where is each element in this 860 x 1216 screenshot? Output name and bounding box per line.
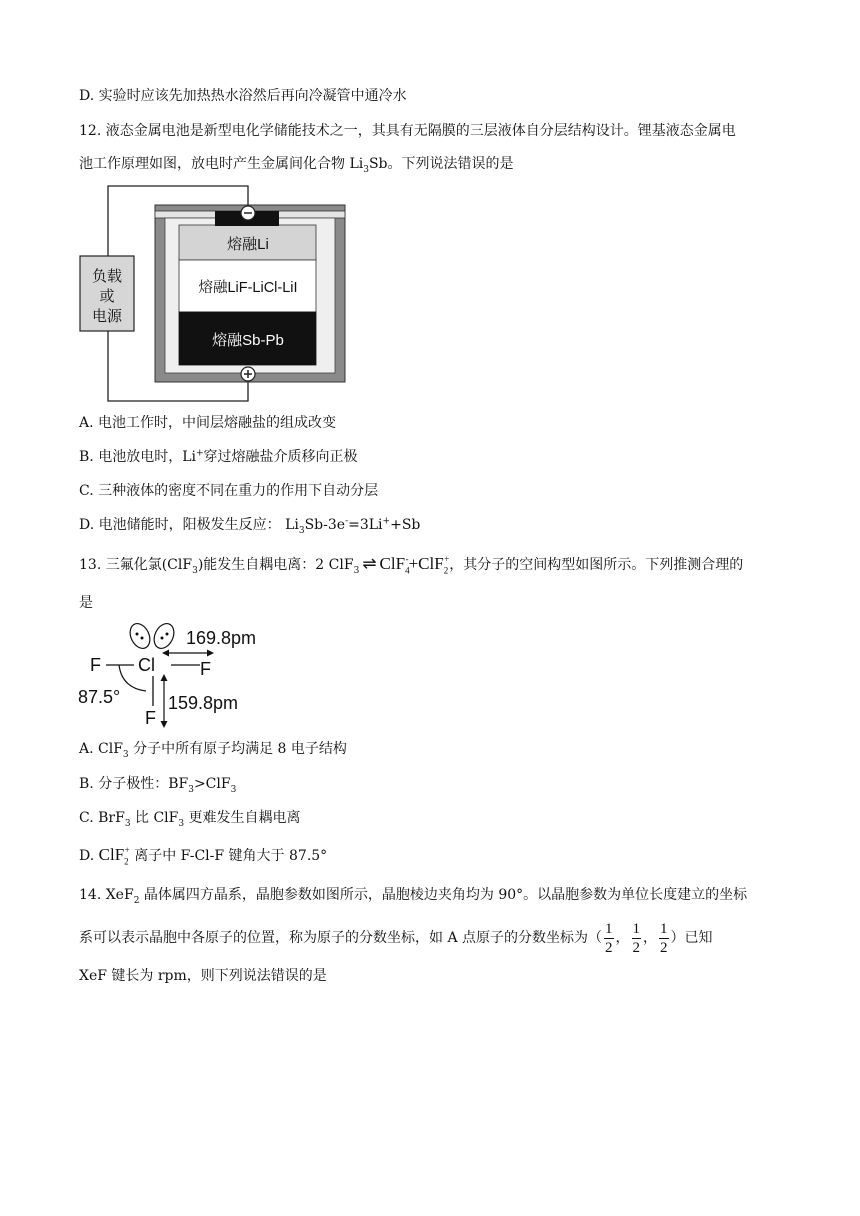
q13-stem-line2: 是 xyxy=(79,595,93,611)
lone-pair-dot xyxy=(161,637,164,640)
q13-optb-a: B. 分子极性：BF xyxy=(79,776,189,792)
q13-product-2 xyxy=(418,554,450,576)
q13-optd-a: D. xyxy=(79,848,95,864)
q14-stem-line2 xyxy=(79,918,713,958)
q13-option-d xyxy=(79,845,327,866)
q13-option-c xyxy=(79,808,301,828)
q13-option-b xyxy=(79,774,236,794)
q13-optc-sub2: 3 xyxy=(178,818,185,829)
q14-stem-line3: XeF 键长为 rpm，则下列说法错误的是 xyxy=(79,968,327,984)
q13-p2-sup: + xyxy=(444,554,450,565)
arrowhead-left xyxy=(162,650,169,657)
q12-option-b xyxy=(79,447,358,467)
q13-opta-sub: 3 xyxy=(122,749,129,760)
fraction-1 xyxy=(604,920,614,957)
q13-optc-c: 更难发生自耦电离 xyxy=(184,810,301,826)
equilibrium-arrow: ⇌ xyxy=(362,554,377,574)
q13-p1-sub: 4 xyxy=(405,565,410,576)
q12-stem-sub: 3 xyxy=(363,164,369,175)
q12-optd-d: +Sb xyxy=(390,517,421,533)
q12-optd-sup2: + xyxy=(382,516,391,527)
q12-option-a: A. 电池工作时，中间层熔融盐的组成改变 xyxy=(79,415,337,431)
q14-stem-line1 xyxy=(79,885,747,905)
q14-stem1-sub: 2 xyxy=(133,895,140,906)
q13-optd-ion-sub: 2 xyxy=(124,856,129,867)
q14-stem1-b: 晶体属四方晶系，晶胞参数如图所示，晶胞棱边夹角均为 90°。以晶胞参数为单位长度建立的坐标 xyxy=(139,887,748,903)
fraction-2 xyxy=(632,920,642,957)
q11-option-d: D. 实验时应该先加热热水浴然后再向冷凝管中通冷水 xyxy=(79,88,407,104)
fraction-numerator: 1 xyxy=(605,920,613,937)
q12-option-d xyxy=(79,515,420,535)
load-label-2: 或 xyxy=(99,288,115,305)
fraction-denominator: 2 xyxy=(605,939,613,956)
atom-f-right: F xyxy=(200,659,211,679)
lone-pair-dot xyxy=(136,633,139,636)
layer-salt-label: 熔融LiF-LiCl-LiI xyxy=(198,280,298,296)
q12-optd-c: =3Li xyxy=(348,517,383,533)
layer-sb-pb-label: 熔融Sb-Pb xyxy=(212,332,284,349)
q13-stem-b: )能发生自耦电离：2 ClF xyxy=(197,557,354,573)
q13-optd-b: 离子中 F-Cl-F 键角大于 87.5° xyxy=(129,848,328,864)
q14-stem2-b: ）已知 xyxy=(670,930,713,946)
fraction-numerator: 1 xyxy=(660,920,668,937)
fraction-numerator: 1 xyxy=(632,920,641,937)
lone-pair-dot xyxy=(166,633,169,636)
q13-stem-line1 xyxy=(79,554,743,575)
q13-p2: ClF xyxy=(418,554,444,573)
q13-p2-sub: 2 xyxy=(443,565,449,576)
q13-optd-ion-sup: + xyxy=(124,845,130,856)
fraction-denominator: 2 xyxy=(632,939,641,956)
q12-stem-line1: 12. 液态金属电池是新型电化学储能技术之一，其具有无隔膜的三层液体自分层结构设计。锂基液态金属电 xyxy=(79,123,736,139)
q13-optb-sub2: 3 xyxy=(230,784,237,795)
atom-f-left: F xyxy=(90,655,101,675)
q13-optd-ion xyxy=(98,845,130,867)
fraction-denominator: 2 xyxy=(660,939,668,956)
q12-optb-sup: + xyxy=(195,448,204,459)
load-label-3: 电源 xyxy=(91,308,123,325)
q13-p1-sup: - xyxy=(405,554,409,565)
arrowhead-up xyxy=(161,674,168,681)
q13-opta-b: 分子中所有原子均满足 8 电子结构 xyxy=(128,741,347,757)
q12-optd-a: D. 电池储能时，阳极发生反应： Li xyxy=(79,517,299,533)
q12-stem-text-b: Sb。下列说法错误的是 xyxy=(368,156,514,172)
q13-optd-ion-text: ClF xyxy=(98,845,125,864)
bond-length-label-1: 169.8pm xyxy=(186,628,257,648)
q12-stem-line2 xyxy=(79,154,514,174)
q13-stem-sub: 3 xyxy=(192,565,198,576)
q12-optd-sup1: - xyxy=(345,516,349,527)
q14-comma: ， xyxy=(643,930,658,946)
q14-comma: ， xyxy=(615,930,630,946)
lone-pair-left xyxy=(126,620,153,651)
atom-f-bottom: F xyxy=(145,708,156,728)
q12-optd-b: Sb-3e xyxy=(304,517,346,533)
clf3-structure-diagram xyxy=(76,618,276,730)
q14-stem1-a: 14. XeF xyxy=(79,887,134,903)
q13-optc-sub: 3 xyxy=(124,818,131,829)
q13-stem-sub2: 3 xyxy=(353,565,360,576)
q13-product-1 xyxy=(379,554,410,576)
battery-diagram xyxy=(78,183,350,405)
q12-option-c: C. 三种液体的密度不同在重力的作用下自动分层 xyxy=(79,483,379,499)
q12-optd-sub: 3 xyxy=(298,525,305,536)
q14-stem2-a: 系可以表示晶胞中各原子的位置，称为原子的分数坐标，如 A 点原子的分数坐标为（ xyxy=(79,930,603,946)
q13-optb-sub1: 3 xyxy=(188,784,194,795)
q13-option-a xyxy=(79,739,347,759)
q13-plus: + xyxy=(408,554,419,573)
load-label-1: 负载 xyxy=(91,268,123,285)
arrowhead-right xyxy=(207,650,214,657)
q12-optb-b: 穿过熔融盐介质移向正极 xyxy=(203,449,358,465)
layer-li-label: 熔融Li xyxy=(227,236,269,253)
lone-pair-dot xyxy=(141,637,144,640)
q13-stem-a: 13. 三氟化氯(ClF xyxy=(79,557,193,573)
bond-length-label-2: 159.8pm xyxy=(168,693,239,713)
q13-optc-b: 比 ClF xyxy=(130,810,179,826)
lone-pair-right xyxy=(150,620,177,651)
q13-optc-a: C. BrF xyxy=(79,810,125,826)
q13-stem-c: ，其分子的空间构型如图所示。下列推测合理的 xyxy=(449,557,744,573)
q12-stem-text-a: 池工作原理如图，放电时产生金属间化合物 Li xyxy=(79,156,364,172)
q12-optb-a: B. 电池放电时，Li xyxy=(79,449,196,465)
q13-opta-a: A. ClF xyxy=(79,741,123,757)
q13-p1: ClF xyxy=(379,554,406,573)
atom-cl: Cl xyxy=(138,655,155,675)
arrowhead-down xyxy=(161,721,168,728)
q13-optb-b: >ClF xyxy=(193,776,231,792)
bond-angle-label: 87.5° xyxy=(78,687,121,707)
fraction-3 xyxy=(659,920,669,957)
